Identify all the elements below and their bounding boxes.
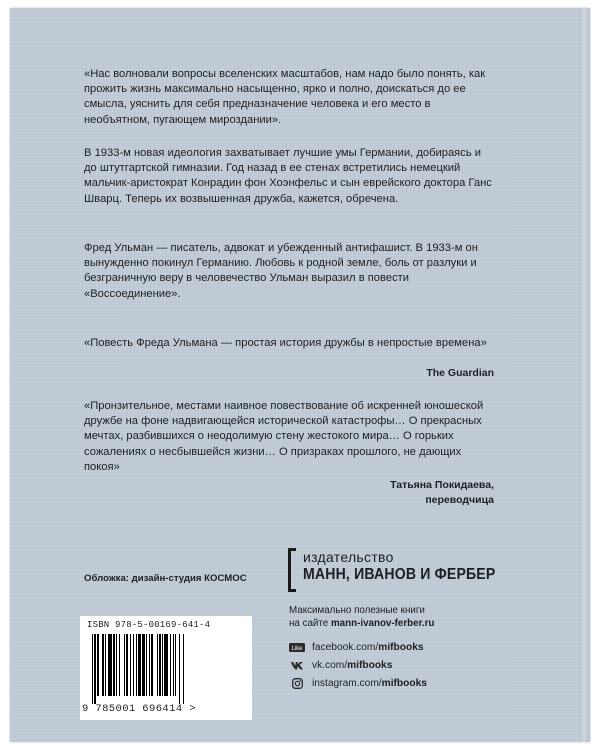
site-prefix: на сайте (289, 618, 331, 629)
cover-credits: Обложка: дизайн-студия КОСМОС (84, 573, 247, 584)
facebook-handle: mifbooks (378, 642, 424, 653)
instagram-handle: mifbooks (381, 678, 427, 689)
barcode-bars (92, 634, 242, 702)
review-translator-source (84, 478, 494, 507)
publisher-name: МАНН, ИВАНОВ И ФЕРБЕР (303, 566, 496, 583)
review-guardian-source: The Guardian (426, 367, 494, 379)
isbn-label: ISBN 978-5-00169-641-4 (87, 620, 211, 630)
translator-role: переводчица (425, 493, 494, 506)
publisher-tagline-line2 (289, 617, 434, 630)
paragraph-1: «Нас волновали вопросы вселенских масштабов, нам надо было понять, как прожить жизнь максимально насыщенно, ярко и полно, доискаться до ее смысла, уяснить для себя предназначение человека и его место в необъятном, пугающем мироздании». (84, 68, 486, 126)
vk-prefix: vk.com/ (312, 660, 348, 671)
barcode (80, 616, 252, 720)
review-guardian (84, 336, 494, 351)
svg-text:Like: Like (291, 645, 303, 652)
intro-quote (84, 67, 494, 128)
author-bio (84, 241, 494, 302)
review-guardian-text: «Повесть Фреда Ульмана — простая история дружбы в непростые времена» (84, 337, 487, 349)
site-link[interactable]: mann-ivanov-ferber.ru (330, 618, 435, 629)
publisher-tagline (289, 604, 434, 630)
vk-handle: mifbooks (347, 660, 393, 671)
instagram-prefix: instagram.com/ (312, 678, 382, 689)
cover-edge (580, 8, 590, 742)
vk-icon (289, 661, 305, 671)
publisher-tagline-line1: Максимально полезные книги (289, 605, 425, 616)
publisher-prefix: издательство (303, 549, 394, 565)
social-instagram[interactable] (289, 678, 427, 689)
synopsis (84, 146, 494, 207)
barcode-number: 9 785001 696414 > (82, 703, 196, 715)
paragraph-2: В 1933-м новая идеология захватывает лучшие умы Германии, добираясь и до штутгартской гимназии. Год назад в ее стенах встретились немецкий мальчик-аристократ Конрадин фон Хоэнфельс и сын еврейского доктора Ганс Шварц. Теперь их возвышенная дружба, кажется, обречена. (84, 147, 492, 205)
facebook-prefix: facebook.com/ (312, 642, 379, 653)
social-facebook[interactable] (289, 642, 424, 653)
barcode-bar (183, 634, 184, 704)
review-translator (84, 399, 494, 475)
publisher-bracket-icon (288, 548, 296, 592)
translator-name: Татьяна Покидаева, (390, 479, 494, 491)
review-translator-text: «Пронзительное, местами наивное повествование об искренней юношеской дружбе на фоне надвигающейся исторической катастрофы… О прекрасных мечтах, разбившихся о неодолимую стену жестокого мира… О горьких сожалениях о несбывшейся жизни… О призраках прошлого, не дающих покоя» (84, 400, 484, 473)
social-vk[interactable] (289, 660, 392, 671)
instagram-icon (289, 679, 305, 689)
facebook-like-icon (289, 643, 305, 653)
paragraph-3: Фред Ульман — писатель, адвокат и убежденный антифашист. В 1933-м он вынужденно покинул Германию. Любовь к родной земле, боль от разлуки и безграничную веру в человечество Ульман выразил в повести «Воссоединение». (84, 242, 478, 300)
